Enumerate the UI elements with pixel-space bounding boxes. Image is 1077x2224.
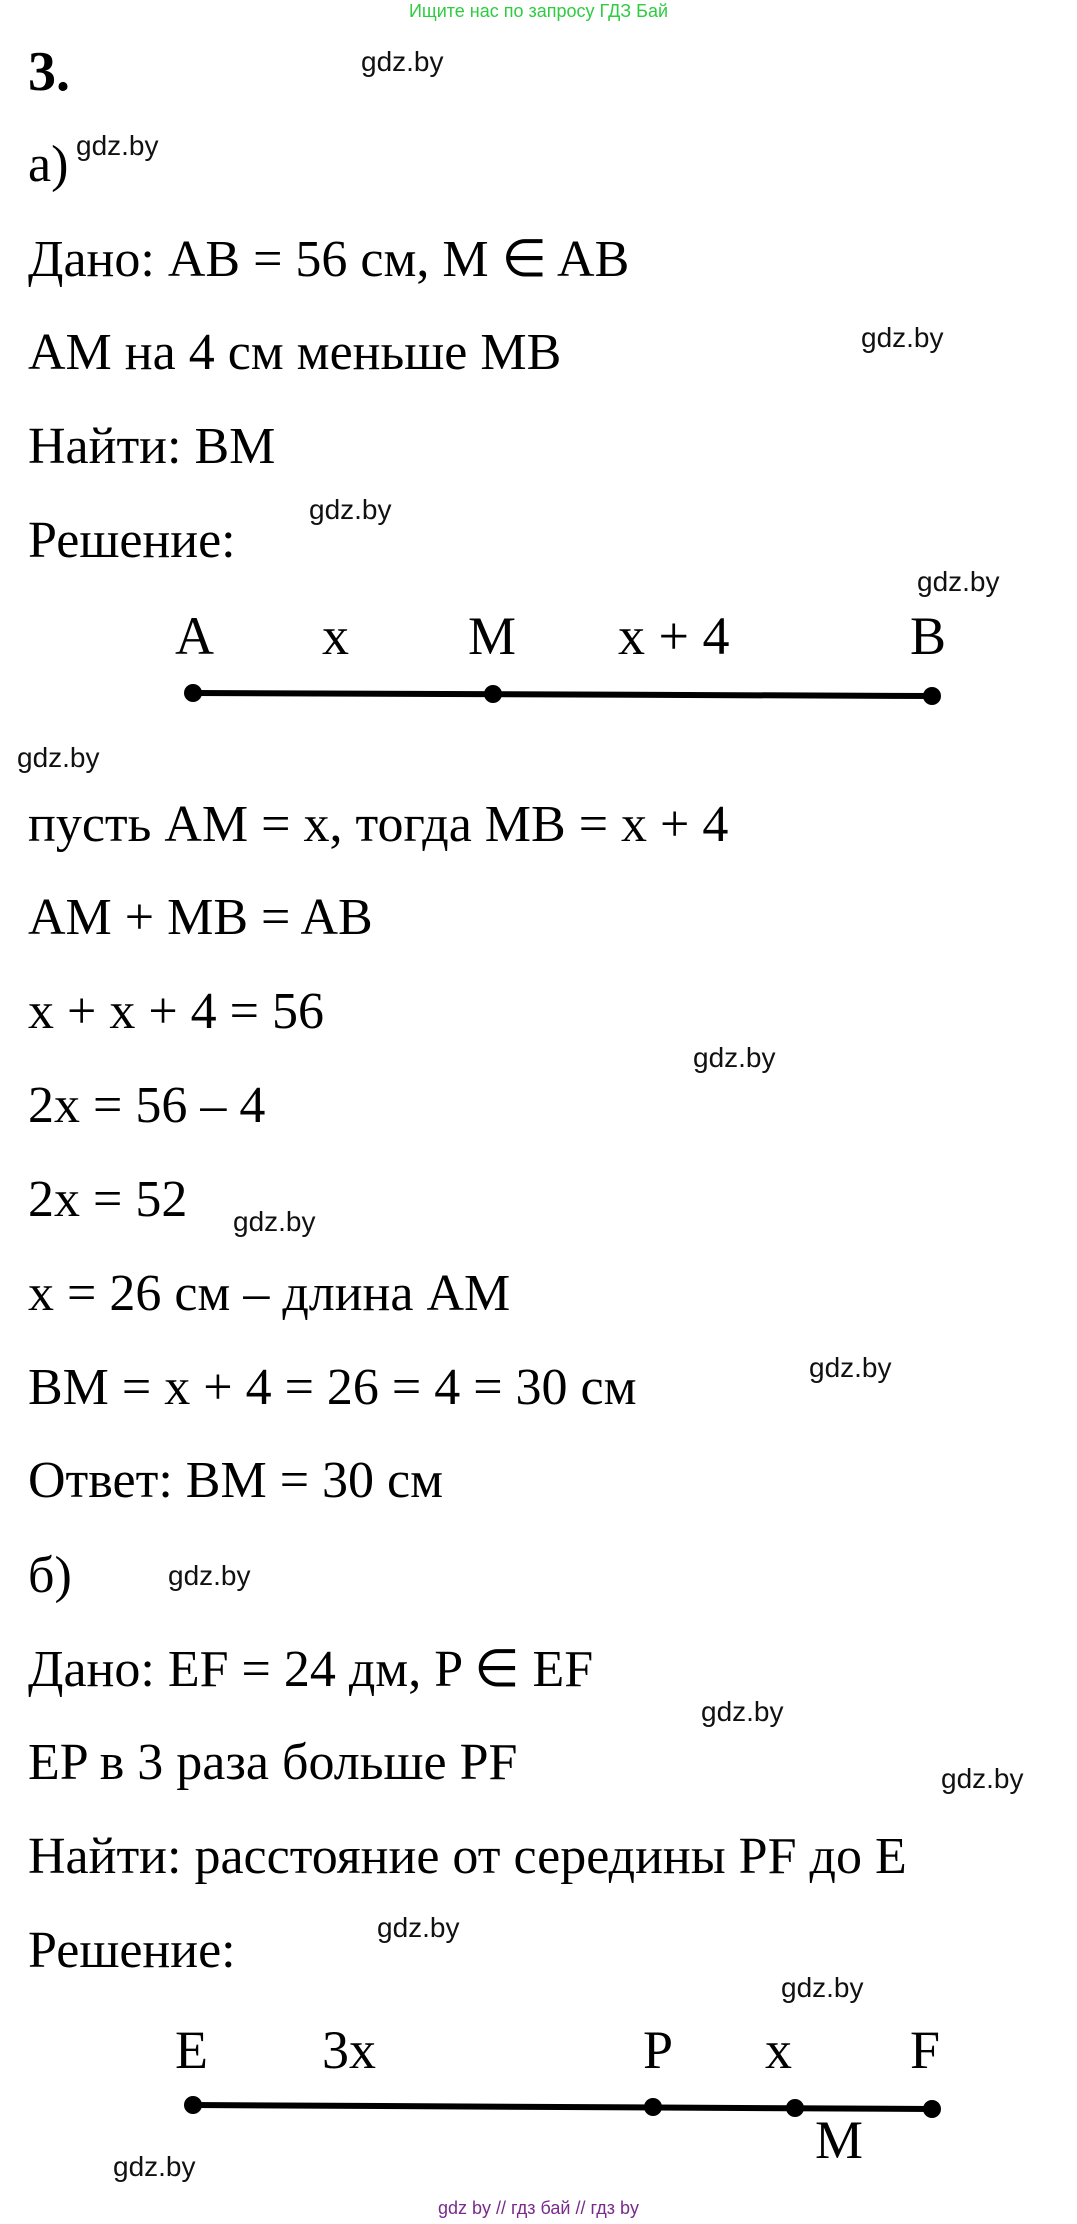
point-m-dot	[484, 685, 502, 703]
step-3: x + x + 4 = 56	[28, 983, 324, 1040]
problem-number: 3.	[28, 41, 70, 103]
watermark: gdz.by	[941, 1763, 1024, 1794]
part-b-find: Найти: расстояние от середины PF до E	[28, 1828, 907, 1885]
segment-label-mb: x + 4	[618, 606, 730, 666]
segment-diagram-a	[0, 600, 1077, 720]
step-2: AM + MB = AB	[28, 889, 373, 946]
part-a-solution-label: Решение:	[28, 512, 236, 569]
point-label-e: E	[175, 2020, 208, 2080]
watermark: gdz.by	[377, 1912, 460, 1943]
watermark: gdz.by	[76, 130, 159, 161]
watermark: gdz.by	[113, 2151, 196, 2182]
segment-label-am: x	[322, 606, 349, 666]
step-1: пусть AM = x, тогда MB = x + 4	[28, 796, 729, 853]
watermark: gdz.by	[781, 1972, 864, 2003]
part-a-given-1: Дано: AB = 56 см, M ∈ AB	[28, 231, 630, 288]
point-m-dot	[786, 2099, 804, 2117]
step-4: 2x = 56 – 4	[28, 1077, 266, 1134]
part-a-find: Найти: BM	[28, 418, 276, 475]
point-p-dot	[644, 2098, 662, 2116]
part-a-label: а)	[28, 136, 69, 193]
part-a-given-2: AM на 4 см меньше MB	[28, 324, 562, 381]
step-6: x = 26 см – длина AM	[28, 1265, 511, 1322]
segment-ef-line	[193, 2105, 932, 2109]
watermark: gdz.by	[809, 1352, 892, 1383]
top-banner[interactable]: Ищите нас по запросу ГДЗ Бай	[408, 1, 669, 21]
point-label-m: M	[468, 606, 517, 666]
watermark: gdz.by	[693, 1042, 776, 1073]
part-b-given-1: Дано: EF = 24 дм, P ∈ EF	[28, 1641, 594, 1698]
part-b-solution-label: Решение:	[28, 1922, 236, 1979]
watermark: gdz.by	[17, 742, 100, 773]
point-label-b: B	[910, 606, 947, 666]
part-a-answer: Ответ: BM = 30 см	[28, 1452, 444, 1509]
point-f-dot	[923, 2100, 941, 2118]
watermark: gdz.by	[917, 566, 1000, 597]
point-e-dot	[184, 2096, 202, 2114]
watermark: gdz.by	[361, 46, 444, 77]
part-b-label: б)	[28, 1547, 72, 1604]
point-label-midpoint-m: M	[815, 2110, 864, 2170]
segment-label-ep: 3x	[322, 2020, 376, 2080]
point-b-dot	[923, 687, 941, 705]
step-5: 2x = 52	[28, 1171, 188, 1228]
part-b-given-2: EP в 3 раза больше PF	[28, 1734, 518, 1791]
watermark: gdz.by	[861, 322, 944, 353]
watermark: gdz.by	[168, 1560, 251, 1591]
watermark: gdz.by	[309, 494, 392, 525]
segment-label-pf: x	[765, 2020, 792, 2080]
point-label-f: F	[910, 2020, 941, 2080]
point-a-dot	[184, 684, 202, 702]
watermark: gdz.by	[233, 1206, 316, 1237]
step-7: BM = x + 4 = 26 = 4 = 30 см	[28, 1359, 637, 1416]
bottom-banner[interactable]: gdz by // гдз бай // гдз by	[437, 2198, 640, 2218]
point-label-p: P	[643, 2020, 674, 2080]
segment-ab-line	[193, 693, 932, 696]
watermark: gdz.by	[701, 1696, 784, 1727]
point-label-a: A	[175, 606, 214, 666]
